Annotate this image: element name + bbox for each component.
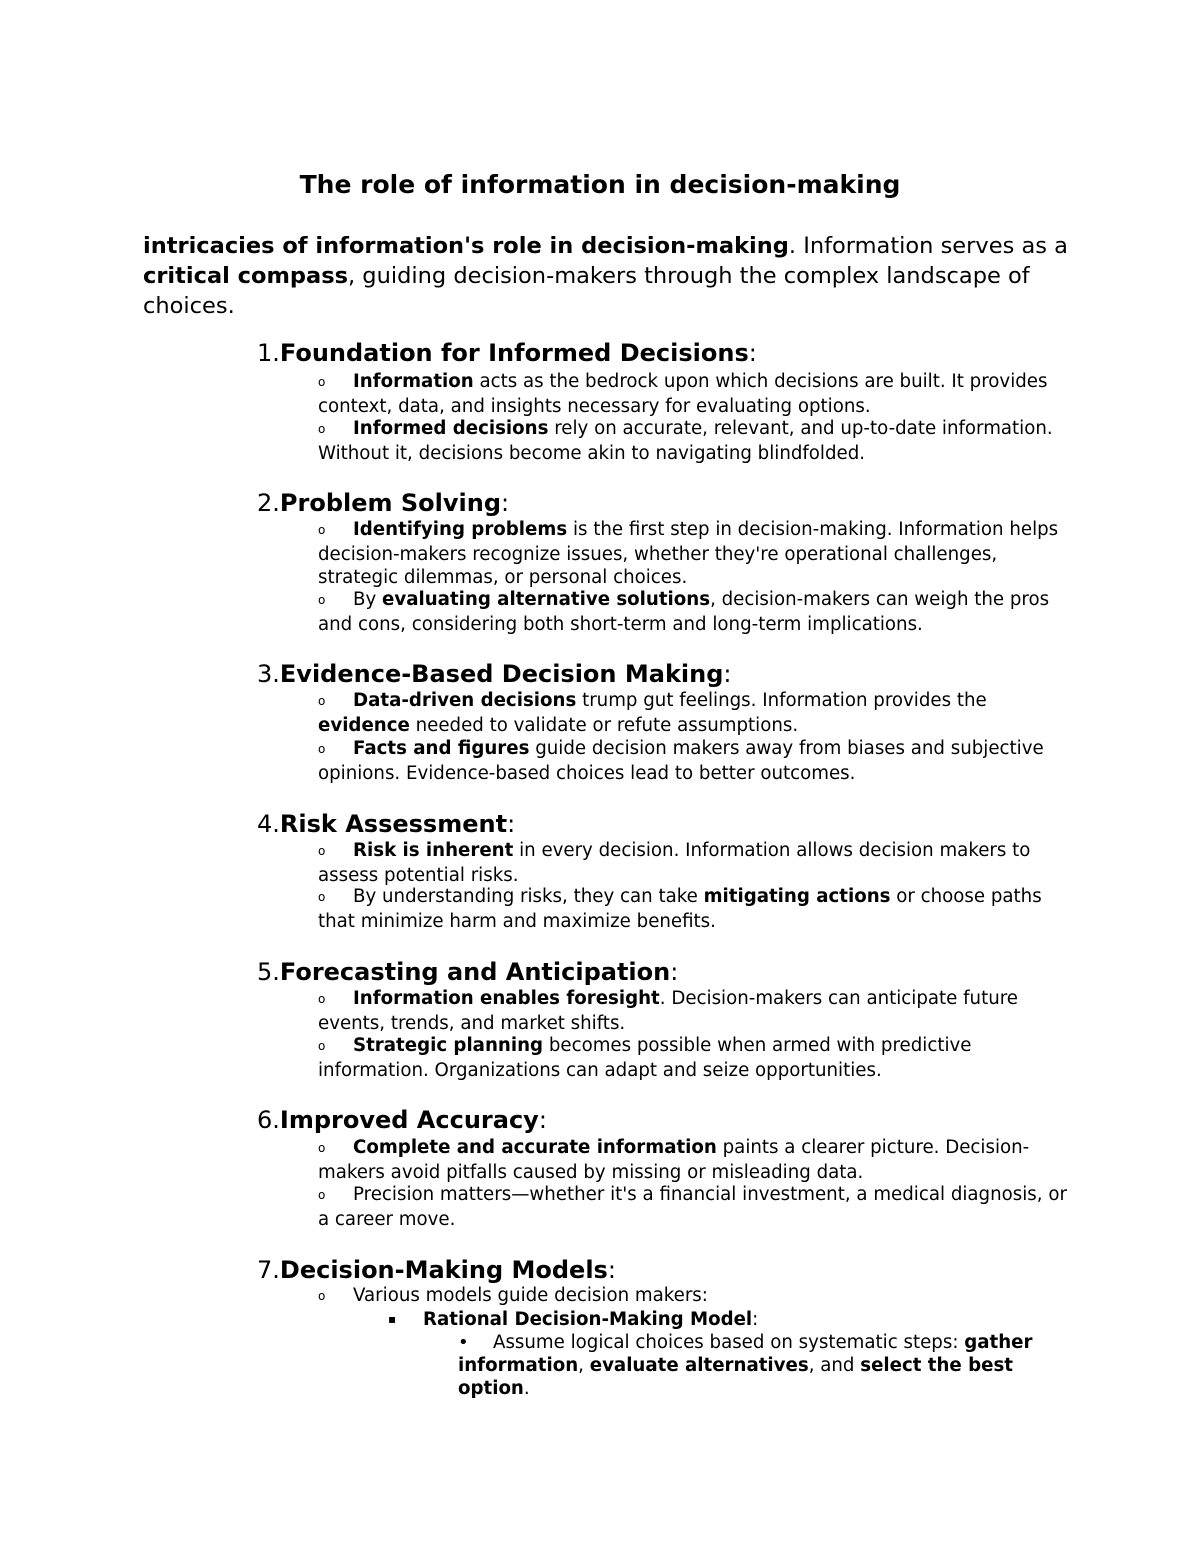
model-bold: select the best option [458, 1355, 1013, 1399]
list-item [318, 1034, 1078, 1082]
bullet-bold: evaluating alternative solutions [382, 589, 711, 610]
bullet-bold: Information enables foresight [353, 988, 660, 1009]
section-title: Foundation for Informed Decisions [279, 339, 749, 367]
section-heading-1 [257, 337, 757, 369]
bullet-o-icon: o [318, 1141, 326, 1155]
bullet-text: paints a clearer picture. Decision-makers avoid pitfalls caused by missing or misleading data. [318, 1137, 1030, 1183]
bullet-o-icon: o [318, 375, 326, 389]
model-text: . [523, 1378, 530, 1399]
intro-text-1: . Information serves as a [788, 233, 1068, 259]
model-colon: : [752, 1309, 759, 1330]
intro-bold-phrase-2: critical compass [143, 263, 348, 289]
intro-text-2: , guiding decision-makers through the complex landscape of choices. [143, 263, 1030, 319]
bullet-text: guide decision makers away from biases and subjective opinions. Evidence-based choices lead to better outcomes. [318, 738, 1044, 784]
bullet-o-icon: o [318, 593, 326, 607]
section-number: 2. [257, 489, 280, 517]
model-text: , [578, 1355, 590, 1376]
section-title: Problem Solving [279, 489, 502, 517]
section-heading-3 [257, 658, 731, 690]
list-item [318, 518, 1078, 590]
bullet-text: rely on accurate, relevant, and up-to-date information. Without it, decisions become akin to navigating blindfolded. [318, 418, 1053, 464]
section-heading-5 [257, 956, 678, 988]
section-number: 4. [257, 810, 280, 838]
section-colon: : [538, 1106, 547, 1134]
bullet-text: . Decision-makers can anticipate future events, trends, and market shifts. [318, 988, 1019, 1034]
model-item [388, 1308, 758, 1331]
section-number: 7. [257, 1256, 280, 1284]
section-number: 5. [257, 958, 280, 986]
bullet-o-icon: o [318, 844, 326, 858]
bullet-text: or choose paths that minimize harm and maximize benefits. [318, 886, 1042, 932]
bullet-bold: Information [353, 371, 474, 392]
bullet-o-icon: o [318, 1039, 326, 1053]
intro-paragraph [143, 231, 1073, 321]
bullet-text: trump gut feelings. Information provides the [576, 690, 987, 711]
bullet-text: acts as the bedrock upon which decisions are built. It provides context, data, and insights necessary for evaluating options. [318, 371, 1048, 417]
bullet-text: needed to validate or refute assumptions. [409, 714, 799, 736]
section-colon: : [748, 339, 757, 367]
bullet-bold: Complete and accurate information [353, 1137, 717, 1158]
bullet-bold: Strategic planning [353, 1035, 544, 1056]
bullet-o-icon: o [318, 694, 326, 708]
bullet-bold: Data-driven decisions [353, 690, 577, 711]
section-colon: : [607, 1256, 616, 1284]
model-text: Assume logical choices based on systematic steps: [493, 1332, 965, 1353]
list-item [318, 737, 1078, 785]
bullet-bold: Identifying problems [353, 519, 568, 540]
section-heading-2 [257, 487, 509, 519]
section-title: Improved Accuracy [279, 1106, 539, 1134]
section-heading-7 [257, 1254, 616, 1286]
bullet-text: By understanding risks, they can take [353, 886, 704, 907]
section-heading-4 [257, 808, 515, 840]
bullet-text: By [353, 589, 383, 610]
bullet-o-icon: o [318, 742, 326, 756]
section-colon: : [723, 660, 732, 688]
section-colon: : [507, 810, 516, 838]
bullet-o-icon: o [318, 890, 326, 904]
section-title: Forecasting and Anticipation [279, 958, 671, 986]
model-bold: gather information [458, 1332, 1033, 1376]
bullet-text: , decision-makers can weigh the pros and cons, considering both short-term and long-term implications. [318, 589, 1050, 635]
bullet-bold: mitigating actions [703, 886, 891, 907]
square-bullet-icon: ▪ [388, 1312, 397, 1326]
model-text: , and [808, 1355, 861, 1376]
section-number: 6. [257, 1106, 280, 1134]
bullet-text: Various models guide decision makers: [353, 1285, 708, 1306]
bullet-o-icon: o [318, 523, 326, 537]
intro-bold-phrase: intricacies of information's role in decision-making [143, 233, 789, 259]
model-name: Rational Decision-Making Model [423, 1309, 753, 1330]
section-colon: : [670, 958, 679, 986]
bullet-bold: evidence [318, 714, 410, 736]
bullet-o-icon: o [318, 992, 326, 1006]
list-item [318, 1183, 1078, 1231]
section-title: Decision-Making Models [279, 1256, 608, 1284]
list-item [318, 370, 1078, 418]
list-item [318, 839, 1078, 887]
section-title: Risk Assessment [279, 810, 508, 838]
bullet-bold: Risk is inherent [353, 840, 514, 861]
list-item [318, 588, 1078, 636]
bullet-o-icon: o [318, 422, 326, 436]
list-item [318, 987, 1078, 1035]
list-item [318, 417, 1078, 465]
list-item [318, 689, 1078, 737]
list-item [318, 1136, 1078, 1184]
bullet-text: Precision matters—whether it's a financial investment, a medical diagnosis, or a career move. [318, 1184, 1067, 1230]
bullet-o-icon: o [318, 1188, 326, 1202]
section-heading-6 [257, 1104, 547, 1136]
list-item [318, 885, 1078, 933]
model-bold: evaluate alternatives [589, 1355, 809, 1376]
bullet-bold: Informed decisions [353, 418, 549, 439]
bullet-text: in every decision. Information allows decision makers to assess potential risks. [318, 840, 1031, 886]
section-colon: : [501, 489, 510, 517]
section-number: 1. [257, 339, 280, 367]
bullet-bold: Facts and figures [353, 738, 530, 759]
section-number: 3. [257, 660, 280, 688]
bullet-o-icon: o [318, 1289, 326, 1303]
model-description [458, 1331, 1078, 1400]
dot-bullet-icon: • [458, 1332, 469, 1353]
bullet-text: becomes possible when armed with predictive information. Organizations can adapt and seize opportunities. [318, 1035, 972, 1081]
bullet-text: is the first step in decision-making. Information helps decision-makers recognize issues, whether they're operational challenges, strategic dilemmas, or personal choices. [318, 519, 1059, 588]
page-title: The role of information in decision-making [299, 170, 901, 199]
section-title: Evidence-Based Decision Making [279, 660, 724, 688]
list-item [318, 1284, 1078, 1309]
